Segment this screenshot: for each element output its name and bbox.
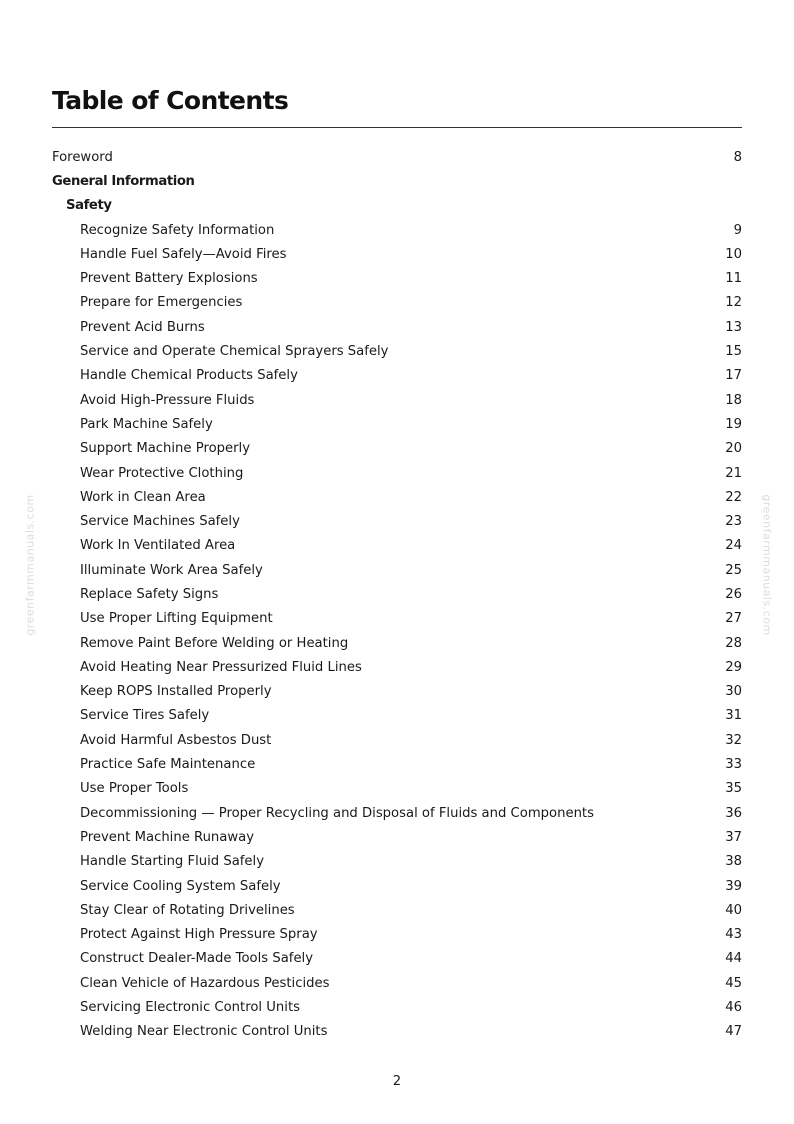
toc-entry-page: 8	[733, 149, 742, 165]
toc-entry[interactable]	[52, 607, 742, 631]
toc-entry-title: Stay Clear of Rotating Drivelines	[80, 902, 295, 918]
toc-entry-page: 22	[725, 489, 742, 505]
toc-entry-title: Handle Fuel Safely—Avoid Fires	[80, 246, 287, 262]
toc-entry-title: Use Proper Lifting Equipment	[80, 611, 273, 627]
toc-entry[interactable]	[52, 388, 742, 412]
toc-entry[interactable]	[52, 437, 742, 461]
toc-entry-page: 33	[725, 757, 742, 773]
page-number: 2	[392, 1074, 402, 1089]
toc-entry[interactable]	[52, 801, 742, 825]
toc-entry-title: Wear Protective Clothing	[80, 465, 244, 481]
toc-entry-page: 35	[725, 781, 742, 797]
toc-entry-title: Prevent Machine Runaway	[80, 829, 255, 845]
watermark-right: greenfarmmanuals.com	[760, 494, 774, 636]
toc-entry[interactable]	[52, 631, 742, 655]
toc-entry-page: 37	[725, 829, 742, 845]
toc-entry-page: 26	[725, 586, 742, 602]
toc-entry-page: 17	[725, 368, 742, 384]
toc-entry[interactable]	[52, 655, 742, 679]
toc-entry-title: Service and Operate Chemical Sprayers Safely	[80, 344, 389, 360]
toc-entry[interactable]	[52, 194, 742, 218]
toc-entry-page: 43	[725, 927, 742, 943]
toc-entry-page: 24	[725, 538, 742, 554]
toc-entry-title: Safety	[66, 198, 112, 214]
toc-entry-title: Decommissioning — Proper Recycling and Disposal of Fluids and Components	[80, 805, 594, 821]
toc-entry-page: 29	[725, 659, 742, 675]
toc-entry-page: 12	[725, 295, 742, 311]
toc-entry[interactable]	[52, 339, 742, 363]
toc-entry[interactable]	[52, 898, 742, 922]
toc-entry-title: Illuminate Work Area Safely	[80, 562, 263, 578]
toc-entry-title: Protect Against High Pressure Spray	[80, 927, 318, 943]
toc-entry[interactable]	[52, 874, 742, 898]
page-title: Table of Contents	[52, 86, 289, 115]
toc-entry-title: Prevent Acid Burns	[80, 319, 205, 335]
toc-entry-title: Remove Paint Before Welding or Heating	[80, 635, 349, 651]
toc-entry-title: Work In Ventilated Area	[80, 538, 236, 554]
toc-entry-page: 28	[725, 635, 742, 651]
toc-entry-page: 39	[725, 878, 742, 894]
toc-entry-title: Service Machines Safely	[80, 514, 240, 530]
toc-entry-page: 30	[725, 684, 742, 700]
toc-entry-page: 13	[725, 319, 742, 335]
toc-entry[interactable]	[52, 752, 742, 776]
toc-entry-title: Avoid High-Pressure Fluids	[80, 392, 255, 408]
toc-entry[interactable]	[52, 291, 742, 315]
toc-entry[interactable]	[52, 315, 742, 339]
toc-entry[interactable]	[52, 680, 742, 704]
toc-entry-title: General Information	[52, 173, 195, 189]
toc-entry-title: Prepare for Emergencies	[80, 295, 243, 311]
toc-entry-page: 21	[725, 465, 742, 481]
toc-entry-page: 20	[725, 441, 742, 457]
toc-entry[interactable]	[52, 485, 742, 509]
toc-entry-title: Service Cooling System Safely	[80, 878, 281, 894]
toc-entry[interactable]	[52, 145, 742, 169]
toc-entry-page: 19	[725, 416, 742, 432]
toc-entry[interactable]	[52, 218, 742, 242]
toc-entry-title: Practice Safe Maintenance	[80, 757, 256, 773]
table-of-contents	[52, 145, 742, 1044]
toc-entry[interactable]	[52, 364, 742, 388]
toc-entry-page: 38	[725, 854, 742, 870]
toc-entry-page: 18	[725, 392, 742, 408]
toc-entry-title: Keep ROPS Installed Properly	[80, 684, 272, 700]
toc-entry[interactable]	[52, 728, 742, 752]
toc-entry-title: Service Tires Safely	[80, 708, 210, 724]
toc-entry-page: 40	[725, 902, 742, 918]
toc-entry-title: Replace Safety Signs	[80, 586, 219, 602]
toc-entry-title: Handle Starting Fluid Safely	[80, 854, 265, 870]
toc-entry[interactable]	[52, 947, 742, 971]
toc-entry-title: Support Machine Properly	[80, 441, 251, 457]
toc-entry-title: Foreword	[52, 149, 113, 165]
toc-entry-page: 47	[725, 1024, 742, 1040]
toc-entry-page: 46	[725, 1000, 742, 1016]
toc-entry-title: Use Proper Tools	[80, 781, 189, 797]
toc-entry[interactable]	[52, 850, 742, 874]
toc-entry[interactable]	[52, 971, 742, 995]
toc-entry-page: 27	[725, 611, 742, 627]
toc-entry-page: 31	[725, 708, 742, 724]
toc-entry-page: 11	[725, 271, 742, 287]
toc-entry-title: Construct Dealer-Made Tools Safely	[80, 951, 314, 967]
watermark-left: greenfarmmanuals.com	[23, 494, 37, 636]
toc-entry-page: 9	[733, 222, 742, 238]
toc-entry-title: Clean Vehicle of Hazardous Pesticides	[80, 975, 330, 991]
toc-entry-page: 23	[725, 514, 742, 530]
toc-entry[interactable]	[52, 242, 742, 266]
toc-entry[interactable]	[52, 582, 742, 606]
toc-entry[interactable]	[52, 266, 742, 290]
toc-entry[interactable]	[52, 704, 742, 728]
toc-entry-page: 36	[725, 805, 742, 821]
toc-entry[interactable]	[52, 923, 742, 947]
toc-entry[interactable]	[52, 169, 742, 193]
toc-entry-page: 10	[725, 246, 742, 262]
toc-entry-title: Work in Clean Area	[80, 489, 206, 505]
toc-entry[interactable]	[52, 995, 742, 1019]
toc-entry-title: Avoid Heating Near Pressurized Fluid Lines	[80, 659, 362, 675]
toc-entry-page: 25	[725, 562, 742, 578]
toc-entry[interactable]	[52, 1020, 742, 1044]
toc-entry-page: 44	[725, 951, 742, 967]
toc-entry[interactable]	[52, 509, 742, 533]
toc-entry-title: Park Machine Safely	[80, 416, 213, 432]
toc-entry-title: Handle Chemical Products Safely	[80, 368, 298, 384]
title-divider	[52, 127, 742, 128]
toc-entry-title: Welding Near Electronic Control Units	[80, 1024, 328, 1040]
toc-entry-page: 15	[725, 344, 742, 360]
toc-entry[interactable]	[52, 825, 742, 849]
toc-entry[interactable]	[52, 777, 742, 801]
toc-entry[interactable]	[52, 461, 742, 485]
toc-entry-title: Avoid Harmful Asbestos Dust	[80, 732, 272, 748]
toc-entry-page: 32	[725, 732, 742, 748]
toc-entry[interactable]	[52, 534, 742, 558]
toc-entry-title: Recognize Safety Information	[80, 222, 275, 238]
toc-entry-title: Servicing Electronic Control Units	[80, 1000, 300, 1016]
toc-entry[interactable]	[52, 558, 742, 582]
toc-entry-title: Prevent Battery Explosions	[80, 271, 258, 287]
toc-entry[interactable]	[52, 412, 742, 436]
toc-entry-page: 45	[725, 975, 742, 991]
